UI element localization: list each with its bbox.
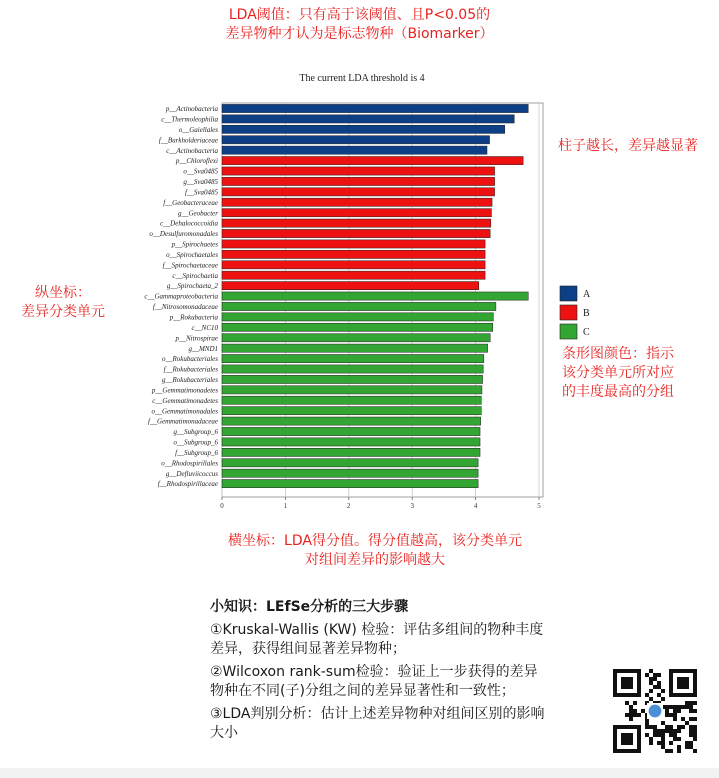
- bar: [222, 427, 480, 435]
- bar: [222, 209, 491, 217]
- bar: [222, 407, 481, 415]
- chart-title: The current LDA threshold is 4: [299, 73, 425, 84]
- bar-color-note-line1: 条形图颜色：指示: [562, 346, 674, 362]
- y-tick-label: c__Gammaproteobacteria: [144, 292, 218, 301]
- knowledge-step2: ②Wilcoxon rank-sum检验：验证上一步获得的差异物种在不同(子)分组之间的差异显著性和一致性；: [210, 664, 538, 699]
- y-tick-label: g__Spirochaeta_2: [166, 282, 218, 291]
- y-tick-label: p__Actinobacteria: [165, 105, 218, 114]
- bar: [222, 157, 523, 165]
- bar-length-note: 柱子越长，差异越显著: [558, 138, 698, 154]
- bar: [222, 229, 490, 237]
- bar: [222, 177, 495, 185]
- bar: [222, 104, 528, 112]
- x-tick-label: 2: [347, 502, 351, 510]
- y-tick-label: g__Subgroup_6: [173, 428, 218, 437]
- bar: [222, 250, 485, 258]
- knowledge-step1: ①Kruskal-Wallis (KW) 检验：评估多组间的物种丰度差异，获得组间显著差异物种；: [210, 622, 544, 657]
- y-tick-label: p__Gemmatimonadetes: [151, 386, 218, 395]
- y-tick-label: o__Gaiellales: [178, 125, 218, 134]
- y-tick-label: o__Gemmatimonadales: [151, 407, 218, 416]
- bar: [222, 386, 482, 394]
- y-tick-label: g__Sva0485: [183, 178, 218, 187]
- y-tick-label: o__Rhodospirillales: [161, 459, 218, 468]
- x-axis-note-line1: 横坐标：LDA得分值。得分值越高，该分类单元: [228, 533, 522, 549]
- y-tick-label: g__Geobacter: [177, 209, 218, 218]
- bar-color-note-line3: 的丰度最高的分组: [562, 384, 674, 400]
- y-tick-label: f__Rhodospirillaceae: [157, 480, 218, 489]
- x-tick-label: 0: [220, 502, 224, 510]
- bar: [222, 469, 478, 477]
- bar: [222, 271, 485, 279]
- bar: [222, 219, 491, 227]
- lda-threshold-note-line2: 差异物种才认为是标志物种（Biomarker）: [225, 26, 494, 42]
- knowledge-step3: ③LDA判别分析：估计上述差异物种对组间区别的影响大小: [210, 706, 545, 741]
- x-tick-label: 1: [283, 502, 288, 510]
- y-axis-note-line2: 差异分类单元: [21, 304, 105, 320]
- y-tick-label: o__Subgroup_6: [173, 438, 218, 447]
- y-tick-label: f__Burkholderiaceae: [158, 136, 218, 145]
- bar: [222, 125, 505, 133]
- legend-swatch: [560, 305, 577, 320]
- bar: [222, 334, 490, 342]
- knowledge-title: 小知识：LEfSe分析的三大步骤: [210, 599, 409, 615]
- y-tick-label: c__Thermoleophilia: [161, 115, 218, 124]
- y-tick-label: o__Spirochaetales: [166, 250, 218, 259]
- x-axis-note-line2: 对组间差异的影响越大: [305, 552, 445, 568]
- bar: [222, 167, 495, 175]
- y-tick-label: p__Chloroflexi: [175, 157, 218, 166]
- bar: [222, 438, 480, 446]
- bar: [222, 365, 483, 373]
- y-tick-label: o__Rokubacteriales: [162, 355, 218, 364]
- y-axis-labels: [144, 105, 218, 488]
- legend: [560, 286, 591, 339]
- bar: [222, 292, 528, 300]
- y-tick-label: p__Nitrospirae: [175, 334, 218, 343]
- x-tick-label: 5: [537, 502, 541, 510]
- y-tick-label: c__Spirochaetia: [172, 271, 218, 280]
- bar: [222, 136, 490, 144]
- y-tick-label: f__Geobacteraceae: [163, 198, 218, 207]
- bar: [222, 459, 478, 467]
- y-tick-label: p__Spirochaetes: [171, 240, 218, 249]
- x-tick-label: 3: [410, 502, 414, 510]
- bar: [222, 198, 492, 206]
- bar: [222, 480, 478, 488]
- bar: [222, 354, 484, 362]
- bar-color-note-line2: 该分类单元所对应: [562, 365, 674, 381]
- y-tick-label: f__Sva0485: [184, 188, 218, 197]
- y-tick-label: p__Rokubacteria: [169, 313, 218, 322]
- bar: [222, 313, 493, 321]
- bar: [222, 188, 495, 196]
- y-tick-label: g__Rokubacteriales: [162, 376, 218, 385]
- bar: [222, 282, 479, 290]
- legend-swatch: [560, 324, 577, 339]
- y-tick-label: o__Sva0485: [183, 167, 218, 176]
- y-tick-label: c__Dehalococcoidia: [160, 219, 218, 228]
- y-tick-label: f__Rokubacteriales: [163, 365, 218, 374]
- bar: [222, 448, 480, 456]
- bar: [222, 396, 481, 404]
- y-tick-label: o__Desulfuromonadales: [149, 230, 218, 239]
- qr-code-icon: [613, 669, 697, 753]
- y-tick-label: c__Gemmatimonadetes: [152, 396, 218, 405]
- x-tick-label: 4: [473, 502, 478, 510]
- bar: [222, 261, 485, 269]
- y-tick-label: f__Subgroup_6: [175, 448, 218, 457]
- bar: [222, 146, 487, 154]
- y-tick-label: g__Defluviicoccus: [165, 469, 218, 478]
- y-tick-label: f__Nitrosomonadaceae: [152, 303, 218, 312]
- legend-swatch: [560, 286, 577, 301]
- bar: [222, 115, 514, 123]
- y-tick-label: f__Gemmatimonadaceae: [148, 417, 218, 426]
- y-tick-label: c__NC10: [191, 323, 218, 332]
- y-axis-note-line1: 纵坐标：: [35, 285, 91, 301]
- legend-label: B: [583, 308, 590, 319]
- y-tick-label: f__Spirochaetaceae: [162, 261, 218, 270]
- lda-threshold-note-line1: LDA阈值：只有高于该阈值、且P<0.05的: [228, 7, 491, 23]
- footer-band: [0, 768, 719, 778]
- bar: [222, 240, 485, 248]
- legend-label: C: [583, 327, 590, 338]
- bar: [222, 323, 493, 331]
- y-tick-label: g__MND1: [188, 344, 218, 353]
- bar: [222, 344, 488, 352]
- knowledge-box: [210, 597, 550, 747]
- legend-label: A: [583, 289, 591, 300]
- bar: [222, 302, 496, 310]
- x-axis: [220, 497, 541, 510]
- bar: [222, 375, 483, 383]
- bar: [222, 417, 481, 425]
- y-tick-label: c__Actinobacteria: [166, 146, 218, 155]
